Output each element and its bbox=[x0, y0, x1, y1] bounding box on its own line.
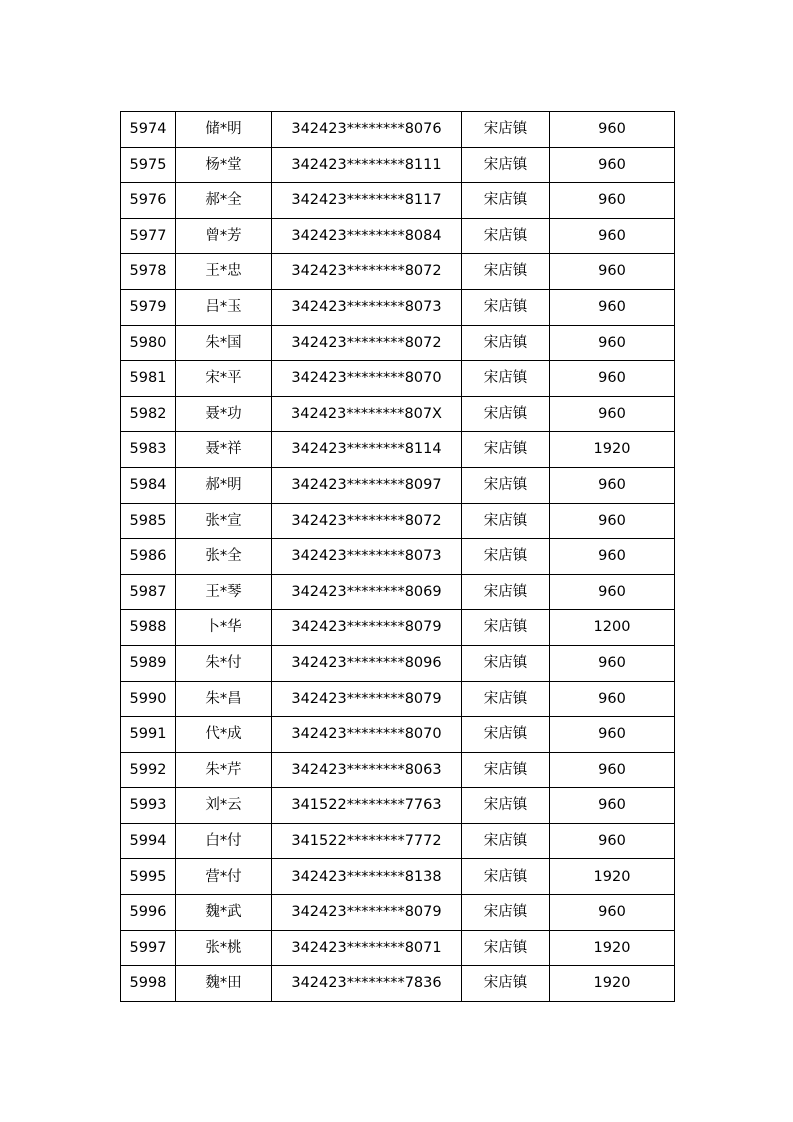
cell-town: 宋店镇 bbox=[462, 574, 550, 610]
cell-town: 宋店镇 bbox=[462, 823, 550, 859]
cell-name: 朱*芹 bbox=[176, 752, 272, 788]
cell-id-number: 342423********8072 bbox=[272, 325, 462, 361]
cell-town: 宋店镇 bbox=[462, 645, 550, 681]
cell-id-number: 342423********8097 bbox=[272, 467, 462, 503]
cell-name: 刘*云 bbox=[176, 788, 272, 824]
table-row bbox=[121, 574, 675, 610]
cell-id-number: 342423********8079 bbox=[272, 610, 462, 646]
cell-amount: 960 bbox=[550, 218, 675, 254]
cell-amount: 960 bbox=[550, 788, 675, 824]
cell-town: 宋店镇 bbox=[462, 289, 550, 325]
cell-town: 宋店镇 bbox=[462, 432, 550, 468]
cell-amount: 960 bbox=[550, 325, 675, 361]
table-row bbox=[121, 503, 675, 539]
cell-town: 宋店镇 bbox=[462, 681, 550, 717]
cell-id-number: 342423********8071 bbox=[272, 930, 462, 966]
cell-name: 张*桃 bbox=[176, 930, 272, 966]
cell-seq-number: 5992 bbox=[121, 752, 176, 788]
table-row bbox=[121, 859, 675, 895]
cell-amount: 960 bbox=[550, 823, 675, 859]
cell-name: 聂*功 bbox=[176, 396, 272, 432]
cell-town: 宋店镇 bbox=[462, 396, 550, 432]
cell-amount: 1920 bbox=[550, 966, 675, 1002]
table-row bbox=[121, 218, 675, 254]
cell-amount: 960 bbox=[550, 645, 675, 681]
cell-name: 郝*明 bbox=[176, 467, 272, 503]
cell-seq-number: 5993 bbox=[121, 788, 176, 824]
cell-name: 郝*全 bbox=[176, 183, 272, 219]
cell-amount: 960 bbox=[550, 574, 675, 610]
cell-seq-number: 5997 bbox=[121, 930, 176, 966]
cell-town: 宋店镇 bbox=[462, 325, 550, 361]
cell-amount: 960 bbox=[550, 539, 675, 575]
cell-seq-number: 5984 bbox=[121, 467, 176, 503]
cell-id-number: 342423********8076 bbox=[272, 112, 462, 148]
cell-id-number: 342423********8084 bbox=[272, 218, 462, 254]
cell-id-number: 342423********8072 bbox=[272, 503, 462, 539]
table-row bbox=[121, 610, 675, 646]
cell-id-number: 341522********7763 bbox=[272, 788, 462, 824]
cell-name: 魏*武 bbox=[176, 895, 272, 931]
cell-town: 宋店镇 bbox=[462, 503, 550, 539]
cell-town: 宋店镇 bbox=[462, 361, 550, 397]
table-row bbox=[121, 289, 675, 325]
cell-seq-number: 5995 bbox=[121, 859, 176, 895]
cell-amount: 960 bbox=[550, 289, 675, 325]
table-row bbox=[121, 966, 675, 1002]
cell-amount: 1920 bbox=[550, 930, 675, 966]
cell-seq-number: 5982 bbox=[121, 396, 176, 432]
cell-name: 杨*堂 bbox=[176, 147, 272, 183]
cell-name: 代*成 bbox=[176, 717, 272, 753]
cell-id-number: 342423********8073 bbox=[272, 539, 462, 575]
table-row bbox=[121, 823, 675, 859]
cell-name: 朱*付 bbox=[176, 645, 272, 681]
cell-name: 魏*田 bbox=[176, 966, 272, 1002]
cell-id-number: 342423********8111 bbox=[272, 147, 462, 183]
cell-seq-number: 5986 bbox=[121, 539, 176, 575]
cell-id-number: 342423********8096 bbox=[272, 645, 462, 681]
cell-amount: 960 bbox=[550, 717, 675, 753]
cell-name: 白*付 bbox=[176, 823, 272, 859]
cell-seq-number: 5980 bbox=[121, 325, 176, 361]
cell-seq-number: 5985 bbox=[121, 503, 176, 539]
table-row bbox=[121, 788, 675, 824]
cell-town: 宋店镇 bbox=[462, 859, 550, 895]
cell-amount: 960 bbox=[550, 895, 675, 931]
table-row bbox=[121, 752, 675, 788]
cell-seq-number: 5978 bbox=[121, 254, 176, 290]
cell-town: 宋店镇 bbox=[462, 930, 550, 966]
cell-id-number: 342423********8072 bbox=[272, 254, 462, 290]
cell-seq-number: 5976 bbox=[121, 183, 176, 219]
table-row bbox=[121, 895, 675, 931]
cell-name: 营*付 bbox=[176, 859, 272, 895]
cell-town: 宋店镇 bbox=[462, 966, 550, 1002]
cell-id-number: 342423********8073 bbox=[272, 289, 462, 325]
table-row bbox=[121, 147, 675, 183]
cell-seq-number: 5979 bbox=[121, 289, 176, 325]
cell-name: 曾*芳 bbox=[176, 218, 272, 254]
cell-amount: 960 bbox=[550, 503, 675, 539]
table-row bbox=[121, 112, 675, 148]
cell-name: 王*忠 bbox=[176, 254, 272, 290]
table-row bbox=[121, 361, 675, 397]
cell-town: 宋店镇 bbox=[462, 539, 550, 575]
table-row bbox=[121, 254, 675, 290]
cell-amount: 960 bbox=[550, 681, 675, 717]
cell-id-number: 342423********807X bbox=[272, 396, 462, 432]
cell-name: 吕*玉 bbox=[176, 289, 272, 325]
cell-town: 宋店镇 bbox=[462, 183, 550, 219]
cell-amount: 960 bbox=[550, 254, 675, 290]
cell-seq-number: 5987 bbox=[121, 574, 176, 610]
cell-seq-number: 5983 bbox=[121, 432, 176, 468]
cell-seq-number: 5981 bbox=[121, 361, 176, 397]
cell-id-number: 341522********7772 bbox=[272, 823, 462, 859]
cell-amount: 960 bbox=[550, 361, 675, 397]
cell-town: 宋店镇 bbox=[462, 788, 550, 824]
table-row bbox=[121, 432, 675, 468]
roster-table bbox=[120, 111, 675, 1002]
cell-seq-number: 5988 bbox=[121, 610, 176, 646]
cell-id-number: 342423********8063 bbox=[272, 752, 462, 788]
cell-id-number: 342423********8117 bbox=[272, 183, 462, 219]
cell-name: 朱*昌 bbox=[176, 681, 272, 717]
cell-name: 储*明 bbox=[176, 112, 272, 148]
cell-seq-number: 5989 bbox=[121, 645, 176, 681]
table-row bbox=[121, 467, 675, 503]
cell-name: 王*琴 bbox=[176, 574, 272, 610]
cell-town: 宋店镇 bbox=[462, 610, 550, 646]
cell-name: 卜*华 bbox=[176, 610, 272, 646]
cell-seq-number: 5990 bbox=[121, 681, 176, 717]
roster-table-body bbox=[121, 112, 675, 1002]
cell-seq-number: 5991 bbox=[121, 717, 176, 753]
cell-id-number: 342423********8138 bbox=[272, 859, 462, 895]
cell-id-number: 342423********8079 bbox=[272, 895, 462, 931]
table-row bbox=[121, 930, 675, 966]
cell-name: 宋*平 bbox=[176, 361, 272, 397]
table-row bbox=[121, 539, 675, 575]
cell-town: 宋店镇 bbox=[462, 254, 550, 290]
cell-name: 张*宣 bbox=[176, 503, 272, 539]
table-row bbox=[121, 681, 675, 717]
table-row bbox=[121, 325, 675, 361]
cell-amount: 1920 bbox=[550, 432, 675, 468]
cell-amount: 960 bbox=[550, 183, 675, 219]
cell-town: 宋店镇 bbox=[462, 218, 550, 254]
table-row bbox=[121, 396, 675, 432]
cell-town: 宋店镇 bbox=[462, 112, 550, 148]
cell-amount: 960 bbox=[550, 467, 675, 503]
cell-town: 宋店镇 bbox=[462, 147, 550, 183]
cell-amount: 960 bbox=[550, 147, 675, 183]
cell-seq-number: 5994 bbox=[121, 823, 176, 859]
table-row bbox=[121, 183, 675, 219]
cell-name: 张*全 bbox=[176, 539, 272, 575]
table-row bbox=[121, 645, 675, 681]
cell-id-number: 342423********8069 bbox=[272, 574, 462, 610]
cell-id-number: 342423********8079 bbox=[272, 681, 462, 717]
cell-seq-number: 5977 bbox=[121, 218, 176, 254]
cell-seq-number: 5975 bbox=[121, 147, 176, 183]
cell-amount: 960 bbox=[550, 752, 675, 788]
cell-town: 宋店镇 bbox=[462, 467, 550, 503]
cell-id-number: 342423********8114 bbox=[272, 432, 462, 468]
cell-amount: 1920 bbox=[550, 859, 675, 895]
cell-seq-number: 5996 bbox=[121, 895, 176, 931]
cell-amount: 960 bbox=[550, 112, 675, 148]
cell-id-number: 342423********8070 bbox=[272, 361, 462, 397]
cell-name: 朱*国 bbox=[176, 325, 272, 361]
cell-id-number: 342423********8070 bbox=[272, 717, 462, 753]
cell-town: 宋店镇 bbox=[462, 752, 550, 788]
cell-amount: 1200 bbox=[550, 610, 675, 646]
cell-town: 宋店镇 bbox=[462, 895, 550, 931]
cell-name: 聂*祥 bbox=[176, 432, 272, 468]
cell-amount: 960 bbox=[550, 396, 675, 432]
cell-id-number: 342423********7836 bbox=[272, 966, 462, 1002]
table-row bbox=[121, 717, 675, 753]
cell-seq-number: 5974 bbox=[121, 112, 176, 148]
cell-town: 宋店镇 bbox=[462, 717, 550, 753]
cell-seq-number: 5998 bbox=[121, 966, 176, 1002]
